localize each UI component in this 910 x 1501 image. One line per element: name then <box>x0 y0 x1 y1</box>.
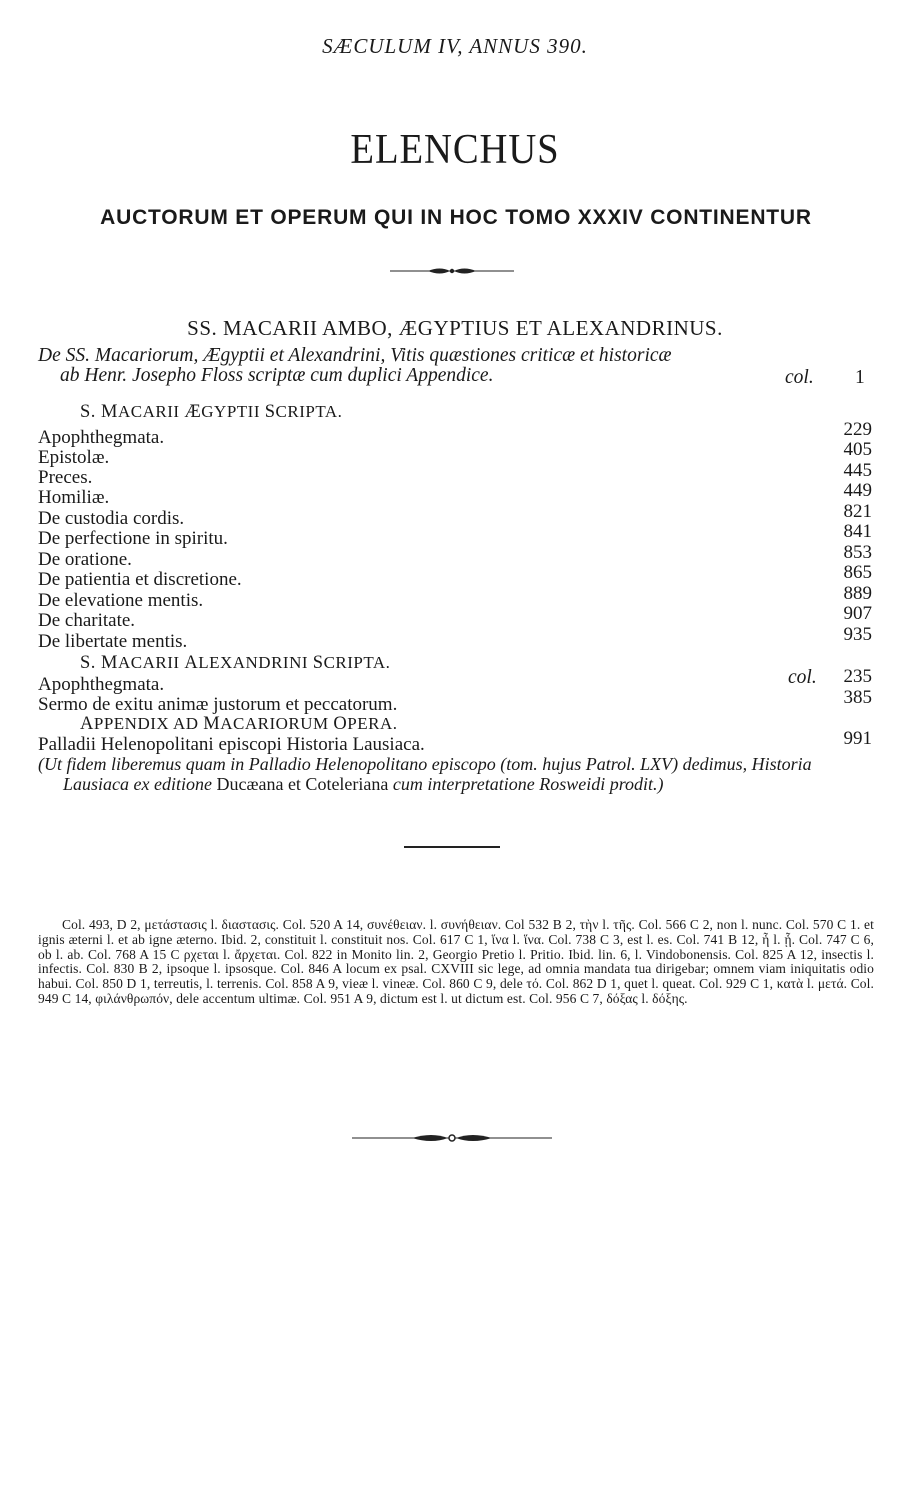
entry-title: De oratione. <box>38 549 132 570</box>
entry-title: Palladii Helenopolitani episcopi Historia Lausiaca. <box>38 734 425 755</box>
entry-title: Homiliæ. <box>38 487 110 508</box>
entry-col-label: col. <box>788 667 817 688</box>
note-line-2-b: Ducæana et Coteleriana <box>216 774 389 794</box>
entry-title: De charitate. <box>38 610 136 631</box>
subhead-aegyptii <box>80 402 342 423</box>
entry-col: 449 <box>843 480 872 501</box>
entry-title: De perfectione in spiritu. <box>38 528 228 549</box>
subhead-appendix-sc2: ACARIORUM <box>220 714 334 733</box>
page-title: ELENCHUS <box>350 127 560 173</box>
entry-title: De custodia cordis. <box>38 508 185 529</box>
subhead-aegyptii-sc1: ACARII <box>118 402 185 421</box>
ornament-divider-bottom <box>352 1130 552 1146</box>
subhead-appendix-sc3: PERA. <box>347 714 398 733</box>
subhead-appendix-sc1: PPENDIX AD <box>93 714 204 733</box>
entry-title: Preces. <box>38 467 93 488</box>
entry-col: 445 <box>843 460 872 481</box>
page-subtitle: AUCTORUM ET OPERUM QUI IN HOC TOMO XXXIV CONTINENTUR <box>100 206 812 229</box>
entry-col: 865 <box>843 562 872 583</box>
note-line-2 <box>38 774 878 794</box>
subhead-aegyptii-cap1: S. M <box>80 402 118 422</box>
entry-title: Epistolæ. <box>38 447 110 468</box>
entry-title: De libertate mentis. <box>38 631 188 652</box>
subhead-aegyptii-cap2: Æ <box>184 402 202 422</box>
subhead-alexandrini-cap2: A <box>184 653 199 673</box>
entry-title: Apophthegmata. <box>38 427 165 448</box>
subhead-aegyptii-sc3: CRIPTA. <box>275 402 343 421</box>
entry-title: De elevatione mentis. <box>38 590 204 611</box>
ornament-divider-top <box>390 264 514 278</box>
entry-col: 229 <box>843 419 872 440</box>
entry-col: 853 <box>843 542 872 563</box>
note-line-1: (Ut fidem liberemus quam in Palladio Helenopolitano episcopo (tom. hujus Patrol. LXV) dedimus, Historia <box>38 754 812 774</box>
intro-entry <box>38 346 788 386</box>
editorial-note <box>38 754 878 794</box>
subhead-appendix-cap3: O <box>333 714 348 734</box>
subhead-appendix-cap1: A <box>80 714 94 734</box>
entry-col: 889 <box>843 583 872 604</box>
entry-col: 907 <box>843 603 872 624</box>
note-line-2-a: Lausiaca ex editione <box>63 774 217 794</box>
entry-col: 385 <box>843 687 872 708</box>
subhead-appendix <box>80 714 397 735</box>
subhead-alexandrini <box>80 653 390 674</box>
note-line-2-c: cum interpretatione Rosweidi prodit.) <box>388 774 664 794</box>
entry-col: 991 <box>843 728 872 749</box>
intro-line-1: De SS. Macariorum, Ægyptii et Alexandrini, Vitis quæstiones criticæ et historicæ <box>38 345 672 366</box>
subhead-appendix-cap2: M <box>203 714 221 734</box>
entry-col: 841 <box>843 521 872 542</box>
subhead-alexandrini-sc3: CRIPTA. <box>323 653 391 672</box>
entry-title: De patientia et discretione. <box>38 569 242 590</box>
subhead-alexandrini-sc2: LEXANDRINI <box>198 653 313 672</box>
subhead-aegyptii-sc2: GYPTII <box>201 402 265 421</box>
entry-col: 235 <box>843 666 872 687</box>
subhead-alexandrini-sc1: ACARII <box>118 653 185 672</box>
intro-col-number: 1 <box>855 367 865 388</box>
subhead-aegyptii-cap3: S <box>264 402 276 422</box>
entry-title: Apophthegmata. <box>38 674 165 695</box>
errata-text: Col. 493, D 2, μετάστασις l. διαστασις. Col. 520 A 14, συνέθειαν. l. συνήθειαν. Col 532 B 2, τὴν l. τῆς. Col. 566 C 2, non l. nunc. Col. 570 C 1. et ignis æterni l. et ab igne æterno. Ibid. 2, constituit l. constituit nos. Col. 617 C 1, ἵνα l. ἵνα. Col. 738 C 3, est l. es. Col. 741 B 12, ἦ l. ᾗ. Col. 747 C 6, ob l. ab. Col. 768 A 15 C ρχεται l. ἄρχεται. Col. 822 in Monito lin. 2, Georgio Pretio l. Pritio. Ibid. lin. 6, l. Vindobonensis. Col. 825 A 12, insectis l. infectis. Col. 830 B 2, ipsoque l. ipsosque. Col. 846 A locum ex psal. CXVIII sic lege, ad omnia mandata tua dirigebar; omnem viam iniquitatis odio habui. Col. 850 D 1, terreutis, l. terrenis. Col. 858 A 9, vieæ l. vineæ. Col. 860 C 9, dele τό. Col. 862 D 1, quet l. queat. Col. 929 C 1, κατὰ l. μετά. Col. 949 C 14, φιλάνθρωπόν, dele accentum ultimæ. Col. 951 A 9, dictum est l. ut dictum est. Col. 956 C 7, δόξας l. δόξης. <box>38 917 874 1006</box>
running-head: SÆCULUM IV, ANNUS 390. <box>322 34 588 58</box>
subhead-alexandrini-cap3: S <box>312 653 324 673</box>
entry-col: 821 <box>843 501 872 522</box>
intro-line-2: ab Henr. Josepho Floss scriptæ cum duplici Appendice. <box>60 365 494 386</box>
errata-paragraph <box>38 918 874 1007</box>
subhead-alexandrini-cap1: S. M <box>80 653 118 673</box>
entry-col: 405 <box>843 439 872 460</box>
section-heading: SS. MACARII AMBO, ÆGYPTIUS ET ALEXANDRINUS. <box>187 316 723 340</box>
entry-col: 935 <box>843 624 872 645</box>
entry-title: Sermo de exitu animæ justorum et peccatorum. <box>38 694 398 715</box>
intro-col-label: col. <box>785 367 814 388</box>
short-rule <box>404 846 500 848</box>
